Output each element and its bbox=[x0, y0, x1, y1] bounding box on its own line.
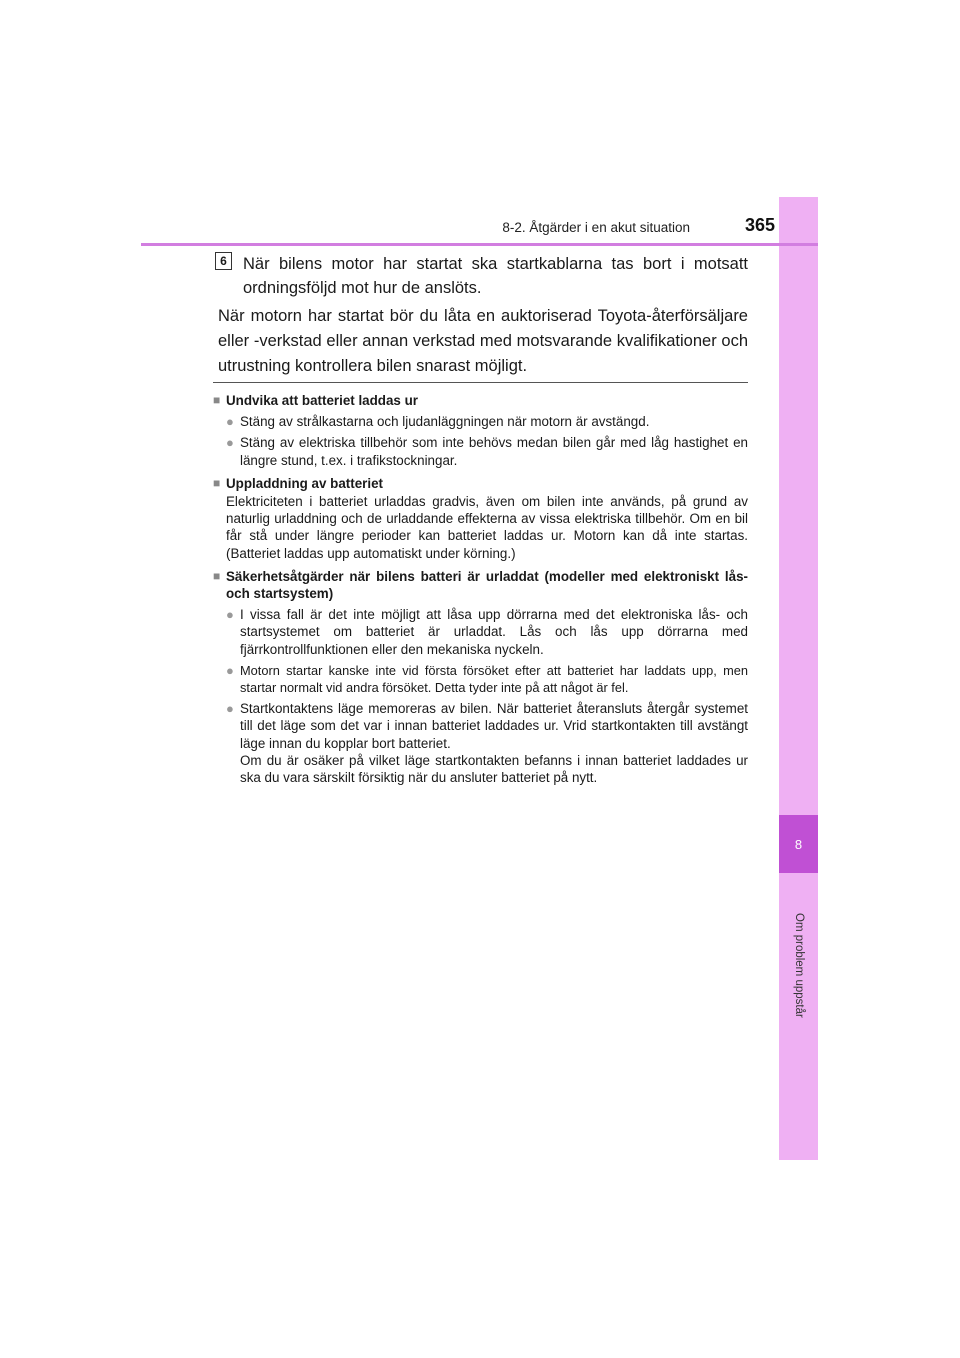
chapter-title: Om problem uppstår bbox=[793, 913, 805, 1018]
list-item bbox=[213, 413, 748, 430]
note-heading-text: Undvika att batteriet laddas ur bbox=[226, 393, 418, 408]
list-item-text-part: Om du är osäker på vilket läge startkontakten befanns i innan batteriet laddades ur ska du vara särskilt försiktig när du ansluter batteriet på nytt. bbox=[240, 752, 748, 786]
list-item bbox=[213, 662, 748, 696]
page-number: 365 bbox=[744, 215, 775, 235]
list-item-text-part: Startkontaktens läge memoreras av bilen. När batteriet återansluts återgår systemet till det läge som det var i innan batteriet laddades ur. Vrid startkontakten till avstängt läge innan du kopplar bort batteriet. bbox=[240, 701, 748, 751]
chapter-number-tab bbox=[779, 815, 818, 873]
list-item-text: Stäng av elektriska tillbehör som inte behövs medan bilen går med låg hastighet en längre stund, t.ex. i trafikstockningar. bbox=[240, 435, 748, 468]
list-item bbox=[213, 606, 748, 658]
square-bullet-icon: ■ bbox=[213, 568, 221, 583]
note-body: Elektriciteten i batteriet urladdas gradvis, även om bilen inte används, på grund av naturlig urladdning och de urladdande effekterna av vissa elektriska tillbehör. Om en bil får stå under längre perioder kan batteriet laddas ur. Motorn kan då inte startas. (Batteriet laddas upp automatiskt under körning.) bbox=[226, 494, 748, 561]
chapter-number: 8 bbox=[794, 836, 803, 852]
circle-bullet-icon: ● bbox=[226, 414, 234, 430]
list-item-text: Stäng av strålkastarna och ljudanläggningen när motorn är avstängd. bbox=[240, 414, 650, 430]
note-heading bbox=[213, 475, 748, 492]
step-paragraph: När motorn har startat bör du låta en auktoriserad Toyota-återförsäljare eller -verkstad eller annan verkstad med motsvarande kvalifikationer och utrustning kontrollera bilen snarast möjligt. bbox=[218, 307, 748, 375]
note-heading-text: Säkerhetsåtgärder när bilens batteri är urladdat (modeller med elektroniskt lås- och startsystem) bbox=[226, 568, 748, 602]
list-item-text: I vissa fall är det inte möjligt att låsa upp dörrarna med det elektroniska lås- och startsystemet om batteriet är urladdat. Lås och lås upp dörrarna med fjärrkontrollfunktionen eller den mekaniska nyckeln. bbox=[240, 607, 748, 657]
list-item bbox=[213, 700, 748, 786]
square-bullet-icon: ■ bbox=[213, 475, 221, 490]
step-number-box bbox=[215, 252, 232, 270]
circle-bullet-icon: ● bbox=[226, 662, 234, 678]
note-group bbox=[213, 475, 748, 562]
note-heading bbox=[213, 392, 748, 409]
square-bullet-icon: ■ bbox=[213, 393, 221, 407]
notes-section bbox=[213, 390, 748, 792]
section-title: 8-2. Åtgärder i en akut situation bbox=[502, 220, 690, 235]
list-item-text bbox=[240, 700, 748, 786]
circle-bullet-icon: ● bbox=[226, 701, 234, 717]
note-heading bbox=[213, 568, 748, 602]
circle-bullet-icon: ● bbox=[226, 435, 234, 451]
list-item-text: Motorn startar kanske inte vid första försöket efter att batteriet har laddats upp, men startar normalt vid andra försöket. Detta tyder inte på att något är fel. bbox=[240, 662, 748, 696]
step-text: När bilens motor har startat ska startkablarna tas bort i motsatt ordningsföljd mot hur de anslöts. bbox=[243, 255, 748, 297]
note-group bbox=[213, 392, 748, 469]
step-number: 6 bbox=[220, 254, 227, 268]
list-item bbox=[213, 434, 748, 468]
header-rule bbox=[141, 243, 818, 246]
section-divider bbox=[213, 382, 748, 383]
note-heading-text: Uppladdning av batteriet bbox=[226, 475, 383, 491]
circle-bullet-icon: ● bbox=[226, 607, 234, 623]
note-group bbox=[213, 568, 748, 786]
